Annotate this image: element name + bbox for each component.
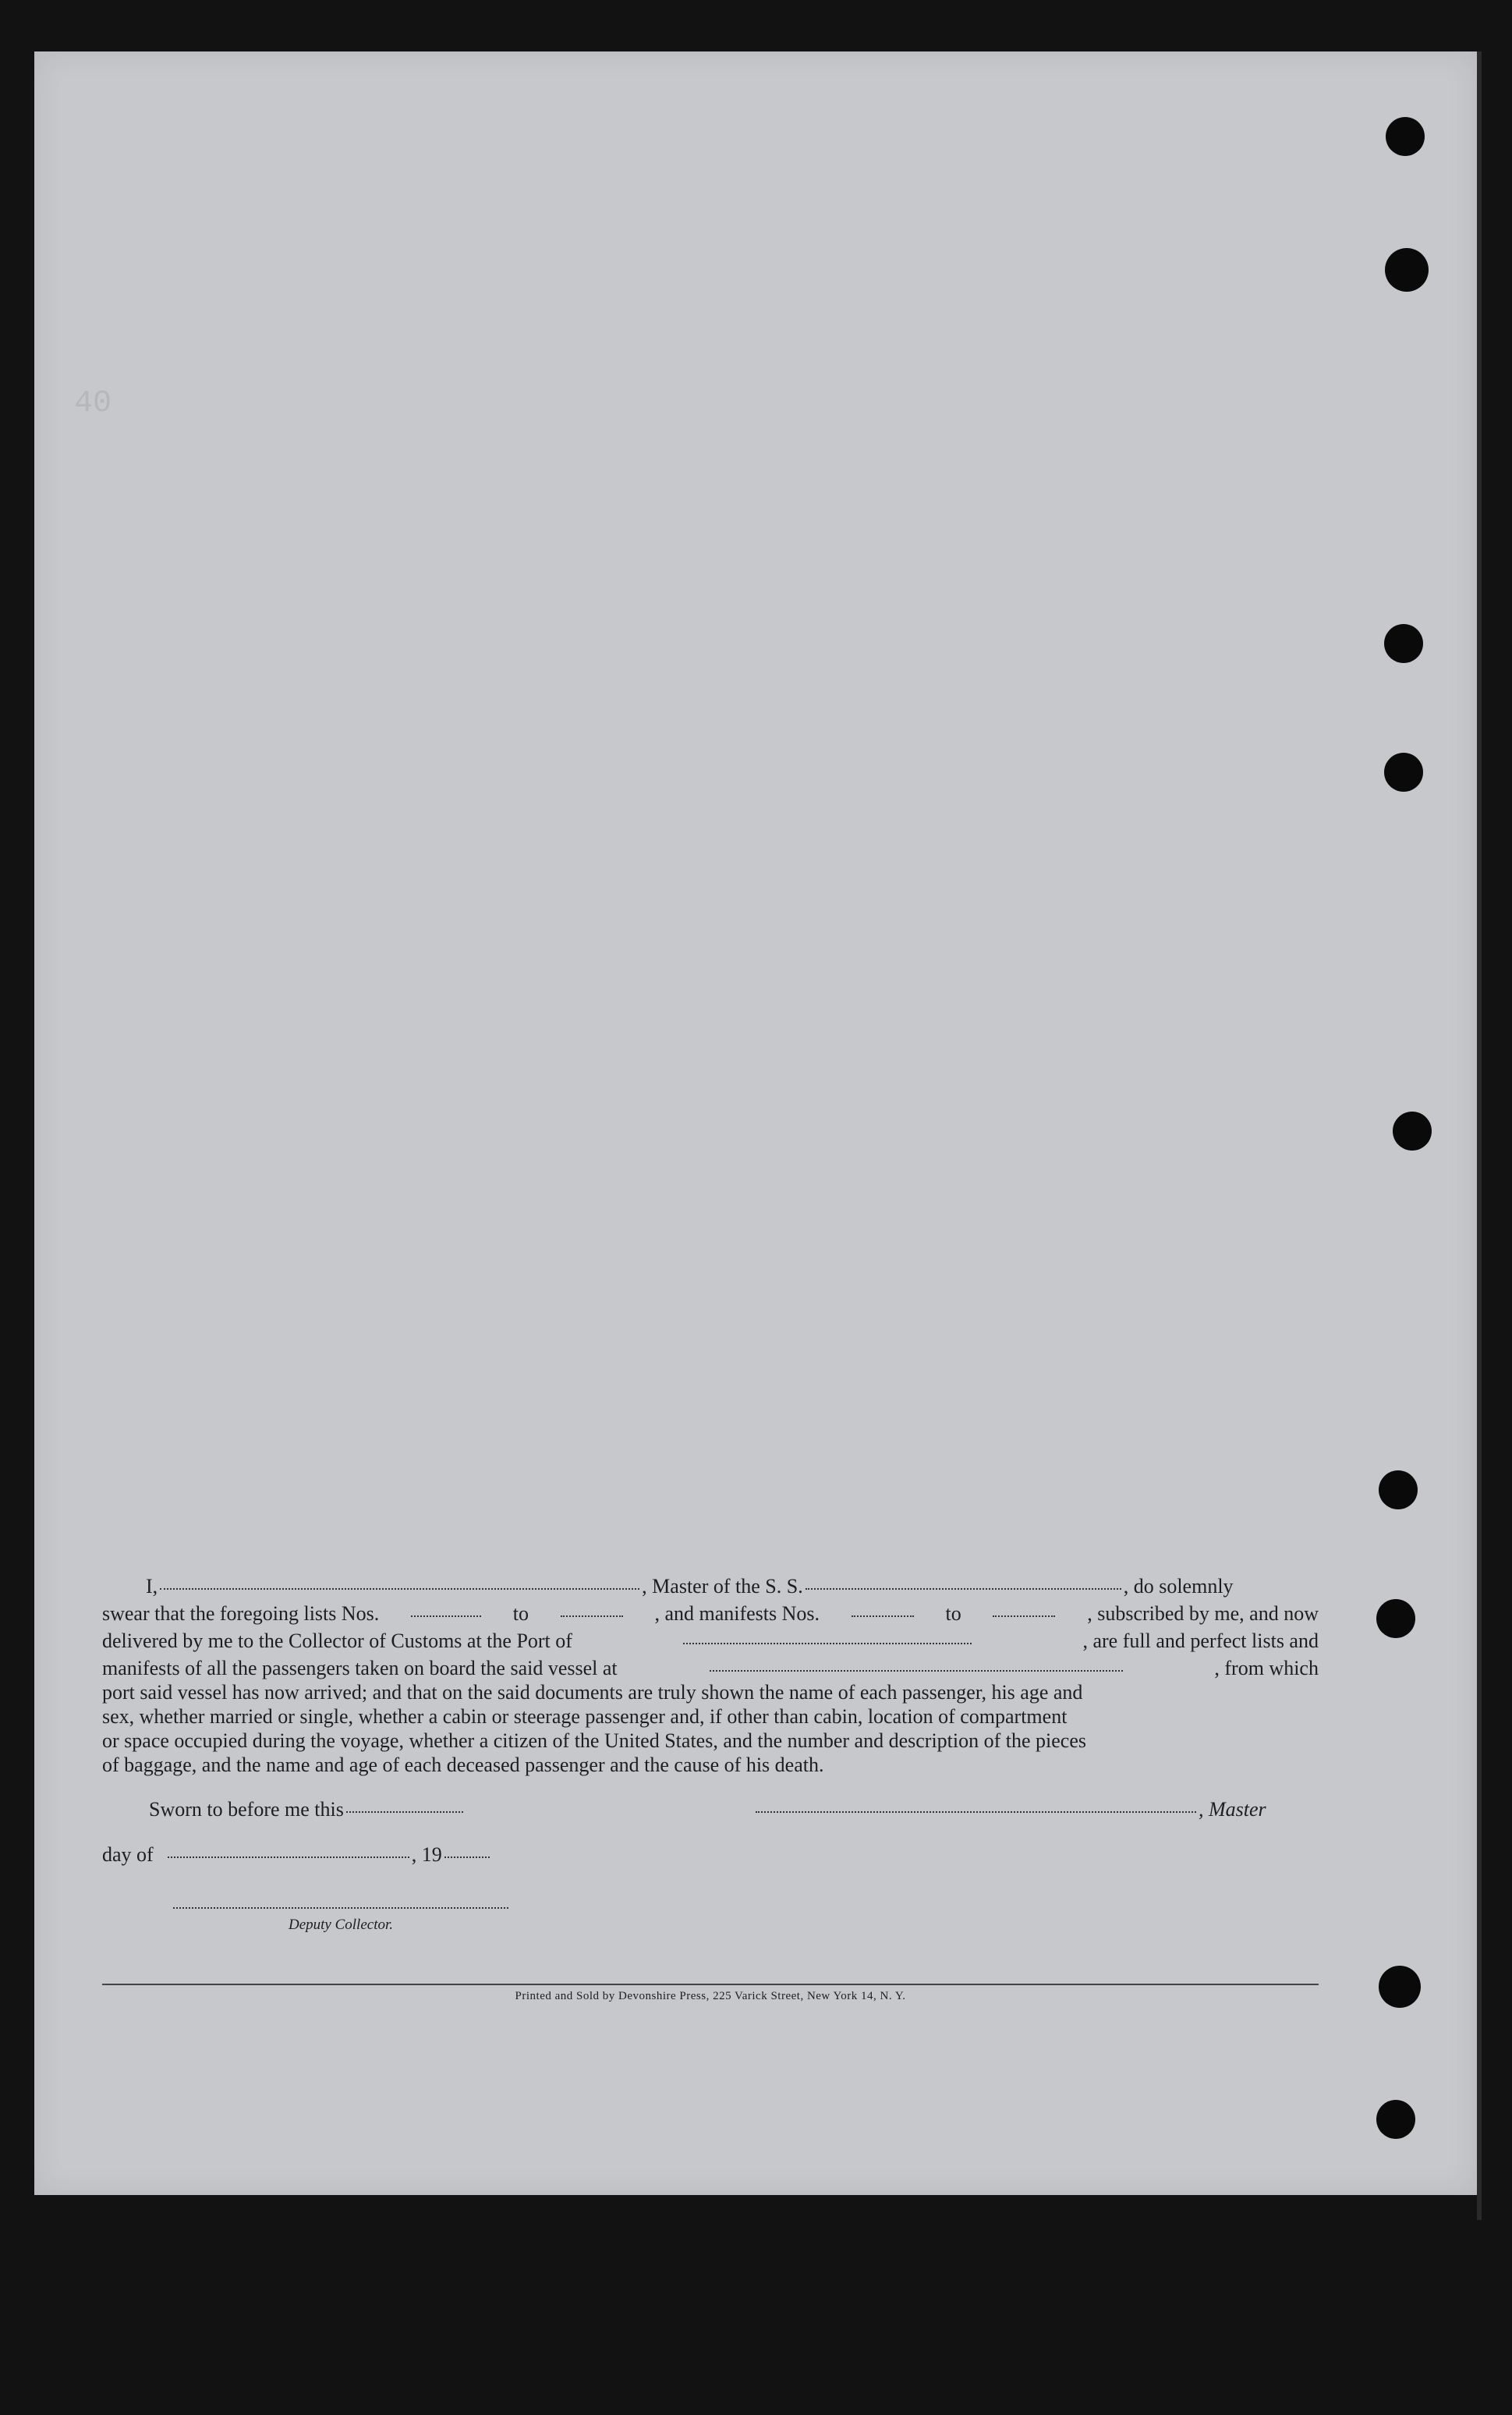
master-label: , Master: [1199, 1798, 1266, 1821]
oath-line-5: [102, 1680, 1319, 1704]
oath-line-8: [102, 1753, 1319, 1777]
day-of-row: [102, 1839, 492, 1867]
punch-hole: [1379, 1966, 1421, 2008]
punch-hole: [1393, 1112, 1432, 1151]
embarkation-port-blank: [710, 1650, 1123, 1672]
master-signature-row: [753, 1794, 1266, 1821]
printer-imprint: Printed and Sold by Devonshire Press, 225 Varick Street, New York 14, N. Y.: [515, 1990, 906, 2002]
oath-text: , do solemnly: [1123, 1575, 1234, 1598]
oath-paragraph: [102, 1571, 1319, 1777]
document-page: [34, 51, 1477, 2195]
deputy-collector-label: Deputy Collector.: [288, 1917, 394, 1933]
page-edge: [1477, 51, 1482, 2220]
oath-line-2: [102, 1598, 1319, 1626]
oath-text: of baggage, and the name and age of each deceased passenger and the cause of his death.: [102, 1754, 824, 1776]
list-from-blank: [411, 1595, 481, 1617]
master-signature-blank: [756, 1791, 1196, 1813]
manifest-to-blank: [993, 1595, 1055, 1617]
manifest-from-blank: [852, 1595, 914, 1617]
oath-line-4: [102, 1653, 1319, 1680]
oath-text: , subscribed by me, and now: [1087, 1602, 1319, 1625]
footer-rule: [102, 1984, 1319, 1985]
sworn-text: Sworn to before me this: [149, 1798, 344, 1821]
list-to-blank: [561, 1595, 623, 1617]
oath-line-7: [102, 1729, 1319, 1753]
year-prefix: , 19: [411, 1843, 442, 1866]
oath-text: , are full and perfect lists and: [1082, 1630, 1319, 1652]
oath-text: to: [512, 1602, 529, 1625]
oath-text: , Master of the S. S.: [642, 1575, 803, 1598]
oath-text: delivered by me to the Collector of Customs at the Port of: [102, 1630, 572, 1652]
punch-hole: [1385, 248, 1429, 292]
punch-hole: [1376, 1599, 1415, 1638]
oath-text: port said vessel has now arrived; and that on the said documents are truly shown the name of each passenger, his age and: [102, 1681, 1083, 1704]
oath-text: I,: [146, 1575, 158, 1598]
punch-hole: [1376, 2100, 1415, 2139]
oath-line-1: [102, 1571, 1319, 1598]
bleed-through-page-number: 40: [74, 386, 112, 421]
oath-text: to: [945, 1602, 961, 1625]
oath-text: , from which: [1214, 1657, 1319, 1679]
ship-name-blank: [806, 1568, 1121, 1590]
deputy-signature-line: [173, 1906, 508, 1909]
oath-text: swear that the foregoing lists Nos.: [102, 1602, 380, 1625]
punch-hole: [1379, 1470, 1418, 1509]
punch-hole: [1386, 117, 1425, 156]
sworn-date-blank: [346, 1791, 463, 1813]
port-blank: [683, 1622, 972, 1644]
day-of-text: day of: [102, 1843, 154, 1866]
oath-text: sex, whether married or single, whether a cabin or steerage passenger and, if other than cabin, location of compartment: [102, 1705, 1068, 1728]
deputy-collector-signature: [173, 1906, 508, 1934]
month-blank: [168, 1836, 409, 1858]
year-blank: [444, 1836, 490, 1858]
oath-text: manifests of all the passengers taken on board the said vessel at: [102, 1657, 618, 1679]
oath-text: , and manifests Nos.: [654, 1602, 820, 1625]
oath-text: or space occupied during the voyage, whether a citizen of the United States, and the number and description of the pieces: [102, 1729, 1087, 1752]
oath-line-3: [102, 1626, 1319, 1653]
oath-line-6: [102, 1704, 1319, 1729]
punch-hole: [1384, 753, 1423, 792]
sworn-row: [149, 1794, 466, 1821]
punch-hole: [1384, 624, 1423, 663]
master-name-blank: [160, 1568, 639, 1590]
